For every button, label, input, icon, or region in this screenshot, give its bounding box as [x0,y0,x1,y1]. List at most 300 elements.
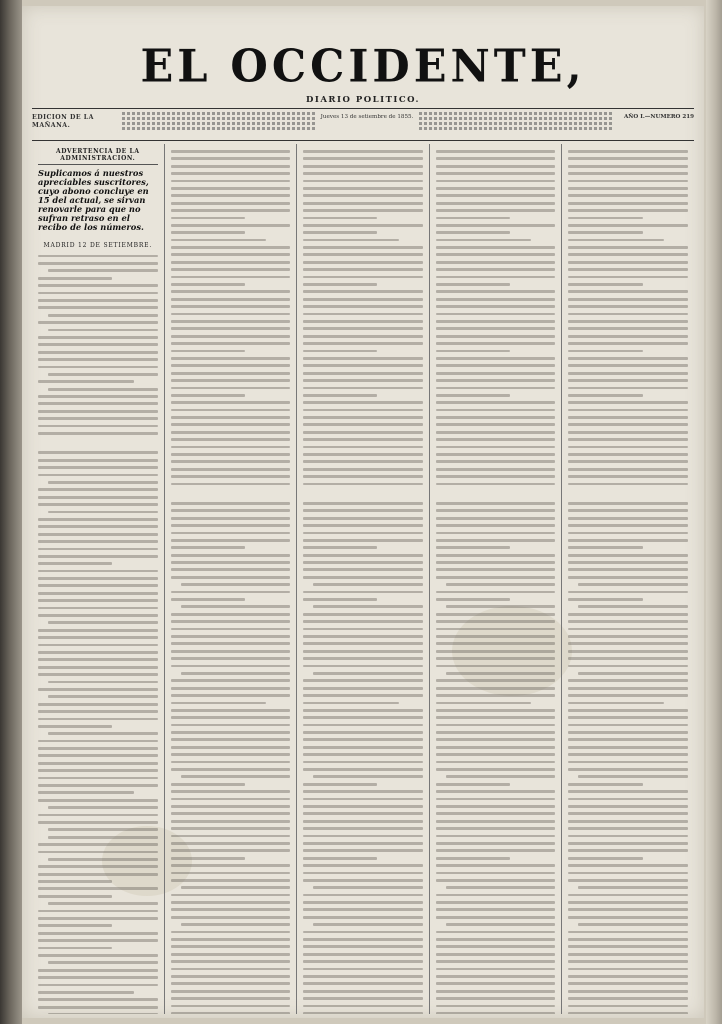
text-line [38,459,158,462]
text-line [38,451,158,454]
text-line [568,812,688,815]
text-line [38,910,158,913]
text-line [568,364,688,367]
text-line [38,336,158,339]
text-line [568,453,688,456]
text-line [171,246,291,249]
text-line [578,775,688,778]
text-line [38,799,158,802]
text-line [303,783,377,786]
text-line [171,327,291,330]
text-line [38,851,158,854]
text-line [171,702,267,705]
text-line [303,246,423,249]
bottom-rule [32,140,694,141]
text-line [38,343,158,346]
text-line [303,687,423,690]
text-line [436,150,556,153]
text-line [171,401,291,404]
text-line [303,194,423,197]
text-line [303,239,399,242]
text-line [171,731,291,734]
text-line [303,431,423,434]
text-line [171,532,291,535]
text-line [303,650,423,653]
text-line [171,635,291,638]
text-line [303,335,423,338]
text-line [568,738,688,741]
text-line [38,299,158,302]
text-line [171,945,291,948]
text-line [171,357,291,360]
text-line [568,827,688,830]
text-line [171,409,291,412]
text-line [436,997,556,1000]
text-line [38,488,158,491]
text-line [568,283,642,286]
text-line [171,313,291,316]
text-line [38,814,158,817]
text-line [436,694,556,697]
text-line [38,607,158,610]
subscription-fine-print [415,110,617,136]
text-line [436,446,556,449]
text-line [38,466,158,469]
text-line [171,342,291,345]
text-line [38,976,158,979]
text-line [171,783,245,786]
text-line [171,209,291,212]
text-line [568,864,688,867]
text-line [38,496,158,499]
text-line [303,305,423,308]
text-line [436,835,556,838]
text-line [38,666,158,669]
text-line [38,777,158,780]
article-text-lines [38,255,158,1014]
text-line [38,570,158,573]
text-line [313,923,423,926]
text-line [568,298,688,301]
text-line [38,644,158,647]
text-line [181,886,291,889]
text-line [171,805,291,808]
text-line [436,327,556,330]
text-line [303,517,423,520]
text-line [303,576,423,579]
text-line [436,502,556,505]
text-line [568,446,688,449]
text-line [436,194,556,197]
text-line [568,561,688,564]
text-line [38,784,158,787]
text-line [171,387,291,390]
text-line [38,417,158,420]
text-line [303,1005,423,1008]
text-line [568,357,688,360]
text-line [38,255,158,258]
text-line [436,335,556,338]
text-line [578,672,688,675]
issue-date: Jueves 13 de setiembre de 1855. [320,114,414,120]
text-line [568,394,642,397]
text-line [38,425,158,428]
text-line [171,546,245,549]
text-line [171,576,291,579]
text-line [38,432,158,435]
text-line [38,555,158,558]
column-5 [561,144,694,1014]
text-line [568,576,688,579]
text-line [568,438,688,441]
text-line [436,305,556,308]
text-line [38,358,158,361]
text-line [568,642,688,645]
text-line [303,753,423,756]
text-line [171,194,291,197]
text-line [171,364,291,367]
text-line [436,239,532,242]
text-line [171,423,291,426]
text-line [171,416,291,419]
text-line [436,665,556,668]
text-line [568,342,688,345]
text-line [436,320,556,323]
text-line [303,379,423,382]
text-line [171,879,291,882]
text-line [303,364,423,367]
text-line [436,960,556,963]
text-line [48,621,158,624]
text-line [436,546,510,549]
text-line [38,277,112,280]
text-line [171,468,291,471]
text-line [436,517,556,520]
text-line [38,525,158,528]
text-line [436,224,556,227]
text-line [303,209,423,212]
text-line [303,502,423,505]
text-line [303,453,423,456]
text-line [568,157,688,160]
text-line [303,694,423,697]
text-line [303,357,423,360]
text-line [48,961,158,964]
text-line [171,460,291,463]
text-line [171,502,291,505]
text-line [38,592,158,595]
text-line [436,209,556,212]
text-line [568,931,688,934]
text-line [303,997,423,1000]
text-line [568,539,688,542]
text-line [568,620,688,623]
text-line [568,724,688,727]
text-line [436,364,556,367]
text-line [171,679,291,682]
text-line [171,820,291,823]
text-line [38,895,112,898]
text-line [568,798,688,801]
text-line [303,539,423,542]
text-line [171,975,291,978]
text-line [303,982,423,985]
text-line [568,276,688,279]
text-line [38,599,158,602]
text-line [171,568,291,571]
text-line [568,546,642,549]
text-line [436,901,556,904]
text-line [303,857,377,860]
text-line [303,460,423,463]
text-line [171,224,291,227]
text-line [48,329,158,332]
text-line [436,598,510,601]
text-line [171,453,291,456]
text-line [436,827,556,830]
text-line [303,945,423,948]
text-line [171,694,291,697]
text-line [436,576,556,579]
text-line [38,998,158,1001]
text-line [568,990,688,993]
text-line [181,605,291,608]
text-line [303,253,423,256]
text-line [436,261,556,264]
text-line [436,687,556,690]
text-line [436,1005,556,1008]
text-line [48,681,158,684]
text-line [171,261,291,264]
text-line [303,290,423,293]
text-line [171,554,291,557]
text-line [568,790,688,793]
text-line [171,687,291,690]
info-bar [32,110,694,138]
text-line [436,387,556,390]
text-line [303,628,423,631]
text-line [568,628,688,631]
text-line [38,1006,158,1009]
text-line [436,738,556,741]
text-line [303,342,423,345]
text-line [303,261,423,264]
text-line [171,217,245,220]
text-line [303,968,423,971]
notice-heading: ADVERTENCIA DE LA ADMINISTRACION. [38,148,158,165]
text-line [313,583,423,586]
text-line [303,409,423,412]
text-line [436,431,556,434]
text-line [38,939,158,942]
text-line [303,298,423,301]
text-line [568,217,642,220]
text-line [568,261,688,264]
text-line [171,657,291,660]
text-line [38,991,134,994]
text-line [38,306,158,309]
text-line [171,475,291,478]
text-line [38,548,158,551]
text-line [171,709,291,712]
text-line [436,820,556,823]
article-text-lines [436,150,556,1014]
text-line [568,165,688,168]
text-line [436,524,556,527]
text-line [303,842,423,845]
text-line [303,394,377,397]
text-line [171,253,291,256]
text-line [578,605,688,608]
text-line [436,157,556,160]
text-line [303,960,423,963]
text-line [436,509,556,512]
text-line [568,761,688,764]
text-line [436,746,556,749]
text-line [38,410,158,413]
text-line [303,975,423,978]
text-line [568,246,688,249]
text-line [171,613,291,616]
text-line [303,320,423,323]
text-line [436,416,556,419]
text-line [303,820,423,823]
text-line [568,783,642,786]
text-line [568,268,688,271]
text-line [303,327,423,330]
text-line [171,642,291,645]
text-line [436,591,556,594]
text-line [436,864,556,867]
text-line [171,157,291,160]
text-line [436,468,556,471]
text-line [38,533,158,536]
text-line [568,694,688,697]
text-line [436,982,556,985]
text-line [171,320,291,323]
text-line [171,716,291,719]
text-line [303,635,423,638]
text-line [568,509,688,512]
text-line [171,738,291,741]
text-line [303,724,423,727]
text-line [38,865,158,868]
text-line [171,202,291,205]
paragraph-break [38,439,158,451]
text-line [568,502,688,505]
text-line [446,775,556,778]
text-line [436,857,510,860]
text-line [48,828,158,831]
text-line [171,1012,291,1014]
text-line [568,305,688,308]
text-line [171,960,291,963]
text-line [303,953,423,956]
text-line [48,314,158,317]
text-line [436,1012,556,1014]
text-line [568,997,688,1000]
text-line [568,483,688,486]
text-line [568,657,688,660]
text-line [171,591,291,594]
text-line [38,540,158,543]
dateline: MADRID 12 DE SETIEMBRE. [43,241,153,249]
text-line [303,990,423,993]
text-line [436,679,556,682]
text-line [171,908,291,911]
text-line [303,468,423,471]
text-line [303,872,423,875]
text-line [568,335,688,338]
text-line [171,290,291,293]
text-line [436,724,556,727]
text-line [568,975,688,978]
text-line [303,657,423,660]
text-line [568,953,688,956]
text-line [568,908,688,911]
text-line [171,187,291,190]
text-line [48,481,158,484]
text-line [436,253,556,256]
text-line [436,731,556,734]
text-line [303,483,423,486]
text-line [436,357,556,360]
text-line [171,298,291,301]
text-line [38,947,112,950]
text-line [38,725,112,728]
text-line [38,503,158,506]
text-line [303,532,423,535]
paragraph-break [436,490,556,502]
text-line [171,849,291,852]
text-line [171,231,245,234]
text-line [436,217,510,220]
text-line [436,483,556,486]
text-line [171,239,267,242]
text-line [171,372,291,375]
text-line [303,509,423,512]
text-line [38,880,112,883]
text-line [568,409,688,412]
paragraph-break [568,490,688,502]
text-line [38,843,158,846]
text-line [303,591,423,594]
text-line [436,975,556,978]
text-line [303,423,423,426]
text-line [568,532,688,535]
text-line [38,710,158,713]
text-line [446,605,556,608]
text-line [568,475,688,478]
text-line [568,879,688,882]
text-line [303,268,423,271]
text-line [568,842,688,845]
text-line [568,960,688,963]
text-line [568,805,688,808]
text-line [171,997,291,1000]
text-line [38,651,158,654]
text-line [568,679,688,682]
text-line [171,753,291,756]
text-line [568,702,664,705]
text-line [568,820,688,823]
text-line [313,672,423,675]
text-line [38,821,158,824]
text-line [171,150,291,153]
text-line [38,762,158,765]
text-line [303,716,423,719]
text-line [436,931,556,934]
